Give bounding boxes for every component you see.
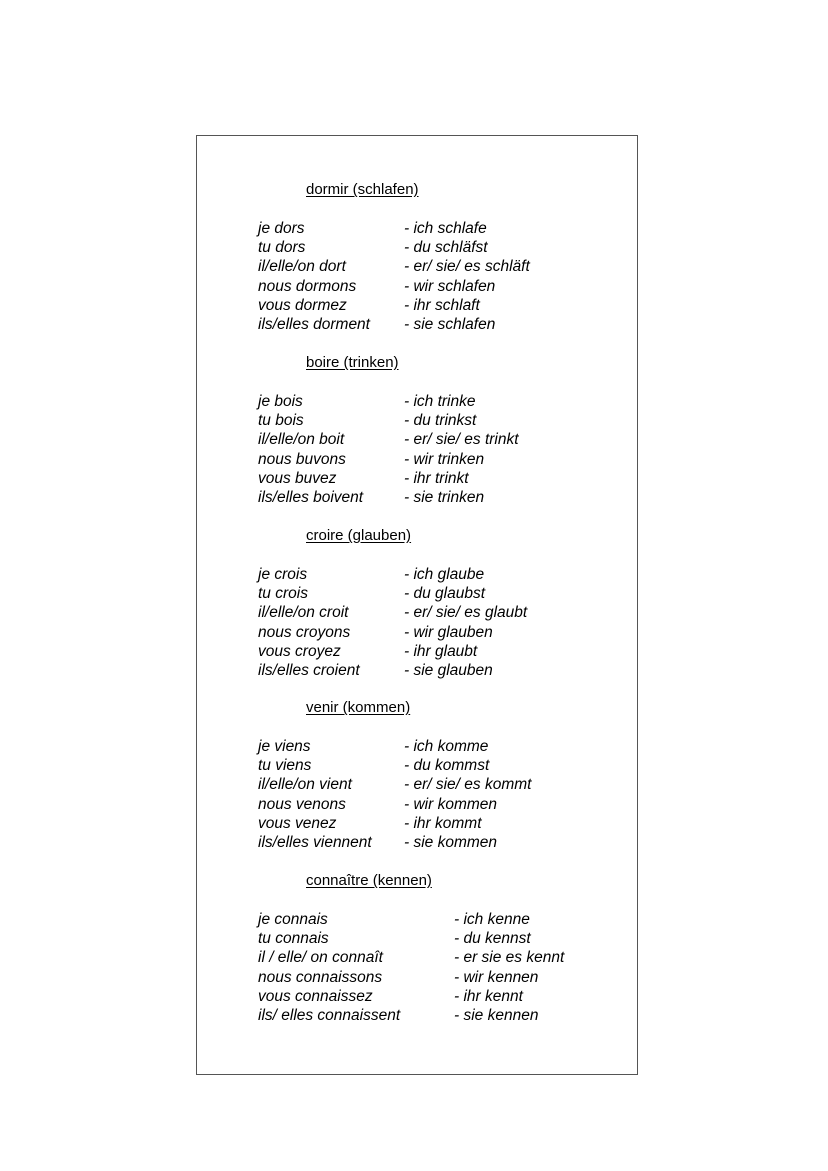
french-form: nous dormons [258, 277, 357, 295]
german-form: - wir glauben [404, 623, 493, 641]
french-form: vous connaissez [258, 987, 373, 1005]
conjugation-table [258, 392, 637, 507]
conjugation-row [258, 987, 637, 1006]
german-form: - sie trinken [404, 488, 485, 506]
conjugation-row [258, 910, 637, 929]
french-form: vous venez [258, 814, 337, 832]
conjugation-row [258, 565, 637, 584]
german-form: - du schläfst [404, 239, 488, 257]
german-form: - du glaubst [404, 585, 485, 603]
conjugation-row [258, 469, 637, 488]
german-form: - er/ sie/ es trinkt [404, 431, 519, 449]
french-form: nous venons [258, 795, 346, 813]
german-form: - du kommst [404, 757, 490, 775]
german-form: - ihr trinkt [404, 469, 469, 487]
french-form: tu dors [258, 239, 306, 257]
french-form: il/elle/on boit [258, 431, 345, 449]
conjugation-table [258, 737, 637, 852]
conjugation-sheet [196, 135, 638, 1075]
german-form: - wir trinken [404, 450, 485, 468]
conjugation-row [258, 488, 637, 507]
conjugation-table [258, 219, 637, 334]
german-form: - er sie es kennt [454, 949, 565, 967]
german-form: - wir kommen [404, 795, 498, 813]
german-form: - ich glaube [404, 566, 485, 583]
german-form: - wir schlafen [404, 277, 496, 295]
french-form: je viens [258, 738, 311, 755]
conjugation-row [258, 277, 637, 296]
conjugation-row [258, 623, 637, 642]
conjugation-row [258, 411, 637, 430]
french-form: je crois [258, 566, 308, 583]
conjugation-row [258, 296, 637, 315]
section-title: dormir (schlafen) [306, 181, 419, 198]
french-form: je bois [258, 393, 303, 410]
conjugation-row [258, 450, 637, 469]
german-form: - er/ sie/ es schläft [404, 258, 530, 276]
french-form: il/elle/on dort [258, 258, 346, 276]
german-form: - ihr kommt [404, 814, 482, 832]
german-form: - sie kommen [404, 833, 498, 851]
french-form: je dors [258, 220, 305, 237]
french-form: il/elle/on croit [258, 604, 349, 622]
conjugation-row [258, 968, 637, 987]
conjugation-row [258, 814, 637, 833]
french-form: tu viens [258, 757, 312, 775]
conjugation-row [258, 795, 637, 814]
german-form: - ich komme [404, 738, 489, 755]
french-form: vous buvez [258, 469, 337, 487]
conjugation-row [258, 948, 637, 967]
german-form: - ihr kennt [454, 987, 523, 1005]
french-form: vous dormez [258, 296, 347, 314]
conjugation-row [258, 238, 637, 257]
conjugation-table [258, 565, 637, 680]
conjugation-row [258, 775, 637, 794]
french-form: ils/ elles connaissent [258, 1006, 401, 1024]
french-form: ils/elles dorment [258, 315, 370, 333]
german-form: - wir kennen [454, 968, 539, 986]
conjugation-row [258, 756, 637, 775]
conjugation-row [258, 1006, 637, 1025]
french-form: nous croyons [258, 623, 351, 641]
french-form: tu connais [258, 930, 329, 948]
conjugation-row [258, 661, 637, 680]
conjugation-row [258, 833, 637, 852]
section-title: boire (trinken) [306, 354, 399, 371]
german-form: - ich schlafe [404, 220, 487, 237]
german-form: - sie glauben [404, 661, 493, 679]
french-form: il/elle/on vient [258, 776, 352, 794]
german-form: - er/ sie/ es glaubt [404, 604, 528, 622]
german-form: - du kennst [454, 930, 531, 948]
french-form: ils/elles viennent [258, 833, 372, 851]
french-form: vous croyez [258, 642, 341, 660]
german-form: - ich kenne [454, 911, 530, 928]
french-form: il / elle/ on connaît [258, 949, 383, 967]
french-form: tu bois [258, 412, 304, 430]
section-title: connaître (kennen) [306, 872, 432, 889]
conjugation-row [258, 603, 637, 622]
french-form: tu crois [258, 585, 308, 603]
conjugation-row [258, 642, 637, 661]
conjugation-row [258, 392, 637, 411]
german-form: - sie schlafen [404, 315, 496, 333]
section-title: venir (kommen) [306, 699, 411, 716]
french-form: ils/elles boivent [258, 488, 364, 506]
conjugation-row [258, 430, 637, 449]
german-form: - er/ sie/ es kommt [404, 776, 532, 794]
german-form: - ihr glaubt [404, 642, 478, 660]
section-title: croire (glauben) [306, 527, 412, 544]
conjugation-row [258, 257, 637, 276]
german-form: - du trinkst [404, 412, 477, 430]
french-form: ils/elles croient [258, 661, 360, 679]
conjugation-table [258, 910, 637, 1025]
conjugation-row [258, 219, 637, 238]
conjugation-row [258, 929, 637, 948]
conjugation-row [258, 584, 637, 603]
german-form: - sie kennen [454, 1006, 539, 1024]
conjugation-row [258, 315, 637, 334]
french-form: je connais [258, 911, 328, 928]
conjugation-row [258, 737, 637, 756]
german-form: - ich trinke [404, 393, 476, 410]
german-form: - ihr schlaft [404, 296, 480, 314]
french-form: nous buvons [258, 450, 346, 468]
french-form: nous connaissons [258, 968, 383, 986]
